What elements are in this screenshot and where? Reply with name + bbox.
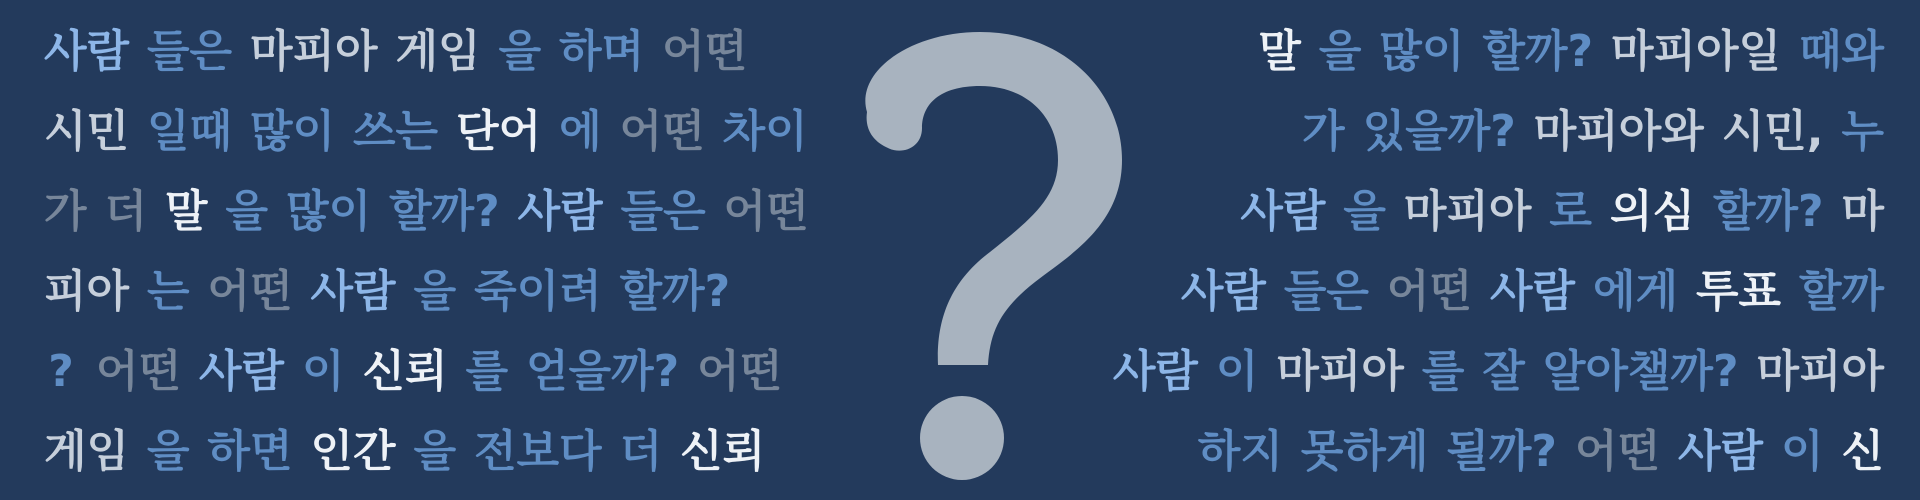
banner-word: 에 — [559, 106, 602, 157]
banner-word: 이 — [1215, 346, 1259, 397]
banner-word: 많이 — [250, 106, 336, 157]
banner-word: 게임 — [44, 426, 130, 477]
banner-word: 하면 — [207, 426, 293, 477]
banner-word: 말 — [1258, 26, 1301, 77]
banner-line-3-right — [1240, 172, 1884, 252]
banner-word: 일때 — [147, 106, 233, 157]
banner-word: 사람 — [199, 346, 285, 397]
banner-word: 하지 — [1197, 426, 1283, 477]
banner-line-5-left — [44, 332, 782, 412]
banner-word: 더 — [104, 186, 148, 237]
banner-word: 이 — [1780, 426, 1824, 477]
banner-word: 들은 — [620, 186, 706, 237]
banner-word: 마피아일 — [1610, 26, 1781, 77]
banner-word: 하며 — [559, 26, 645, 77]
banner-word: 누 — [1841, 106, 1884, 157]
banner-line-5-right — [1113, 332, 1884, 412]
banner-word: 어떤 — [1386, 266, 1472, 317]
banner-word: 어떤 — [662, 26, 748, 77]
banner-word: 을 — [225, 186, 269, 237]
banner-word: 을 — [413, 266, 457, 317]
banner-word: 을 — [498, 26, 542, 77]
banner-word: 를 — [465, 346, 509, 397]
banner-word: 차이 — [722, 106, 808, 157]
banner-word: 시민 — [44, 106, 130, 157]
banner-word: 있을까? — [1362, 106, 1516, 157]
banner-word: 할까? — [1482, 26, 1593, 77]
banner-word: 사람 — [310, 266, 396, 317]
banner-word: 더 — [619, 426, 663, 477]
banner-word: 말 — [165, 186, 208, 237]
banner-word: 사람 — [1112, 346, 1198, 397]
banner-word: 할까? — [619, 266, 731, 317]
banner-word: 마피아 — [1403, 186, 1532, 237]
banner-word: 못하게 — [1300, 426, 1429, 477]
banner-line-2-right — [1302, 92, 1884, 172]
banner-word: 할까? — [1712, 186, 1824, 237]
banner-line-4-right — [1181, 252, 1884, 332]
banner-word: 사람 — [517, 186, 603, 237]
banner-word: 마 — [1841, 186, 1884, 237]
banner-word: 시민, — [1721, 106, 1824, 157]
banner-line-4-left — [44, 252, 730, 332]
banner-word: 될까? — [1446, 426, 1557, 477]
banner-word: 가 — [44, 186, 87, 237]
banner-word: 피아 — [44, 266, 130, 317]
banner-word: 마피아 — [1756, 346, 1884, 397]
banner-word: 잘 — [1482, 346, 1525, 397]
banner-word: 사람 — [44, 26, 130, 77]
banner-line-2-left — [44, 92, 808, 172]
banner-word: 에게 — [1592, 266, 1678, 317]
banner-word: 많이 — [286, 186, 372, 237]
banner-word: 때와 — [1798, 26, 1884, 77]
banner-line-6-left — [44, 412, 765, 492]
banner-word: 로 — [1549, 186, 1592, 237]
banner-word: 쓰는 — [353, 106, 439, 157]
banner-word: 을 — [413, 426, 457, 477]
banner-word: 가 — [1302, 106, 1345, 157]
banner-word: 의심 — [1609, 186, 1695, 237]
banner-word: 어떤 — [723, 186, 809, 237]
banner-word: 사람 — [1677, 426, 1763, 477]
banner-word: 알아챌까? — [1542, 346, 1739, 397]
banner-word: 어떤 — [697, 346, 783, 397]
banner-word: 사람 — [1489, 266, 1575, 317]
banner-word: 신뢰 — [680, 426, 766, 477]
banner-word: 마피아 — [1276, 346, 1404, 397]
banner-word: 게임 — [395, 26, 481, 77]
banner-word: 을 — [1318, 26, 1362, 77]
banner-line-1-right — [1258, 12, 1884, 92]
banner-word: 단어 — [456, 106, 542, 157]
banner-word: 어떤 — [1574, 426, 1660, 477]
banner-word: 투표 — [1695, 266, 1781, 317]
banner-word: 는 — [147, 266, 190, 317]
banner-word: 전보다 — [474, 426, 602, 477]
banner-word: 신뢰 — [362, 346, 448, 397]
banner-word: 죽이려 — [474, 266, 602, 317]
banner-word: 사람 — [1180, 266, 1266, 317]
question-mark-icon — [840, 20, 1140, 490]
banner-word: 할까 — [1798, 266, 1884, 317]
banner-word: 어떤 — [96, 346, 182, 397]
banner-word: 많이 — [1379, 26, 1465, 77]
banner-word: 이 — [302, 346, 345, 397]
banner-line-1-left — [44, 12, 747, 92]
banner-line-6-right — [1198, 412, 1884, 492]
banner-line-3-left — [44, 172, 809, 252]
banner-word: 신 — [1841, 426, 1884, 477]
banner-word: 를 — [1421, 346, 1465, 397]
banner-word: 마피아 — [250, 26, 378, 77]
banner-word: 을 — [147, 426, 190, 477]
banner-word: 얻을까? — [526, 346, 680, 397]
banner-word: 어떤 — [207, 266, 293, 317]
banner-word: 들은 — [1283, 266, 1369, 317]
banner-word: 인간 — [310, 426, 396, 477]
banner-word: 어떤 — [619, 106, 705, 157]
banner-word: ? — [48, 346, 74, 397]
banner-word: 할까? — [389, 186, 500, 237]
banner-word: 을 — [1343, 186, 1386, 237]
banner-word: 마피아와 — [1533, 106, 1704, 157]
banner-word: 사람 — [1240, 186, 1326, 237]
banner-word: 들은 — [147, 26, 233, 77]
